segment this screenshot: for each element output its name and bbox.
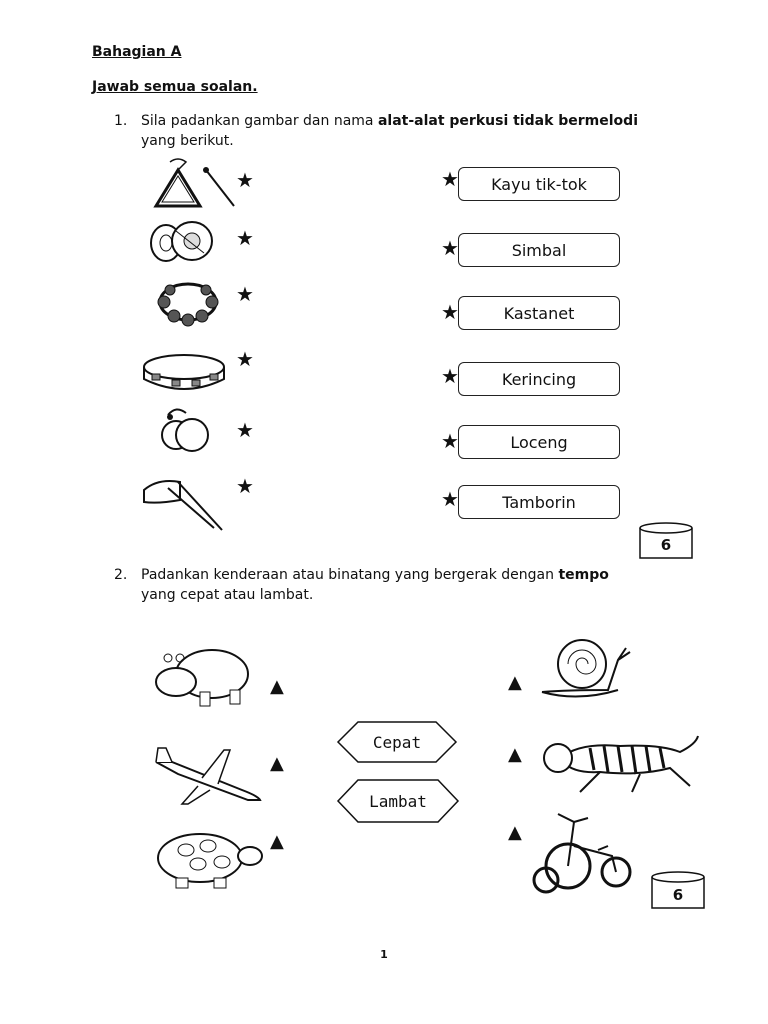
q2-score-value: 6 bbox=[672, 886, 684, 904]
airplane-icon bbox=[152, 740, 264, 810]
option-cepat[interactable] bbox=[336, 720, 458, 764]
q1-left-star-1: ★ bbox=[236, 168, 254, 192]
q1-left-star-3: ★ bbox=[236, 282, 254, 306]
q1-text-line2: yang berikut. bbox=[141, 133, 234, 149]
q2-text bbox=[141, 565, 721, 605]
q2-score-box bbox=[650, 870, 706, 912]
option-kayu-tik-tok[interactable]: Kayu tik-tok bbox=[458, 167, 620, 201]
wood-block-icon bbox=[138, 470, 228, 534]
option-kerincing[interactable]: Kerincing bbox=[458, 362, 620, 396]
q2-number: 2. bbox=[114, 567, 128, 583]
q1-left-star-2: ★ bbox=[236, 226, 254, 250]
cymbals-icon bbox=[146, 219, 222, 265]
q1-text-before: Sila padankan gambar dan nama bbox=[141, 113, 378, 129]
turtle-icon bbox=[150, 828, 266, 894]
q1-left-star-5: ★ bbox=[236, 418, 254, 442]
q1-text-bold: alat-alat perkusi tidak bermelodi bbox=[377, 113, 638, 129]
tiger-icon bbox=[540, 728, 702, 798]
q1-left-star-6: ★ bbox=[236, 474, 254, 498]
q1-right-star-6: ★ bbox=[441, 487, 459, 511]
q1-left-star-4: ★ bbox=[236, 347, 254, 371]
option-lambat[interactable] bbox=[336, 778, 460, 824]
snail-icon bbox=[538, 630, 634, 710]
q1-right-star-4: ★ bbox=[441, 364, 459, 388]
option-lambat-label: Lambat bbox=[369, 791, 427, 811]
q1-right-star-2: ★ bbox=[441, 236, 459, 260]
instruction: Jawab semua soalan. bbox=[92, 79, 258, 95]
option-loceng[interactable]: Loceng bbox=[458, 425, 620, 459]
q2-text-line2: yang cepat atau lambat. bbox=[141, 587, 314, 603]
q2-left-triangle-3: ▲ bbox=[270, 831, 284, 852]
page-number: 1 bbox=[380, 948, 388, 961]
q1-score-box bbox=[638, 522, 694, 562]
option-cepat-label: Cepat bbox=[372, 732, 422, 752]
option-simbal[interactable]: Simbal bbox=[458, 233, 620, 267]
q2-left-triangle-1: ▲ bbox=[270, 676, 284, 697]
q1-number: 1. bbox=[114, 113, 128, 129]
q1-text bbox=[141, 111, 701, 151]
option-kastanet[interactable]: Kastanet bbox=[458, 296, 620, 330]
q2-left-triangle-2: ▲ bbox=[270, 753, 284, 774]
q1-right-star-3: ★ bbox=[441, 300, 459, 324]
triangle-icon bbox=[140, 156, 240, 212]
castanet-icon bbox=[154, 403, 214, 461]
q1-right-star-1: ★ bbox=[441, 167, 459, 191]
q2-right-triangle-2: ▲ bbox=[508, 744, 522, 765]
tricycle-icon bbox=[528, 806, 636, 900]
q1-right-star-5: ★ bbox=[441, 429, 459, 453]
bell-ring-icon bbox=[152, 278, 226, 328]
tambourine-icon bbox=[138, 347, 230, 397]
section-title: Bahagian A bbox=[92, 44, 182, 60]
q2-right-triangle-1: ▲ bbox=[508, 672, 522, 693]
q1-score-value: 6 bbox=[660, 536, 672, 554]
q2-text-bold: tempo bbox=[558, 567, 609, 583]
q2-right-triangle-3: ▲ bbox=[508, 822, 522, 843]
q2-text-before: Padankan kenderaan atau binatang yang bergerak dengan bbox=[141, 567, 559, 583]
option-tamborin[interactable]: Tamborin bbox=[458, 485, 620, 519]
hippo-icon bbox=[150, 634, 254, 714]
